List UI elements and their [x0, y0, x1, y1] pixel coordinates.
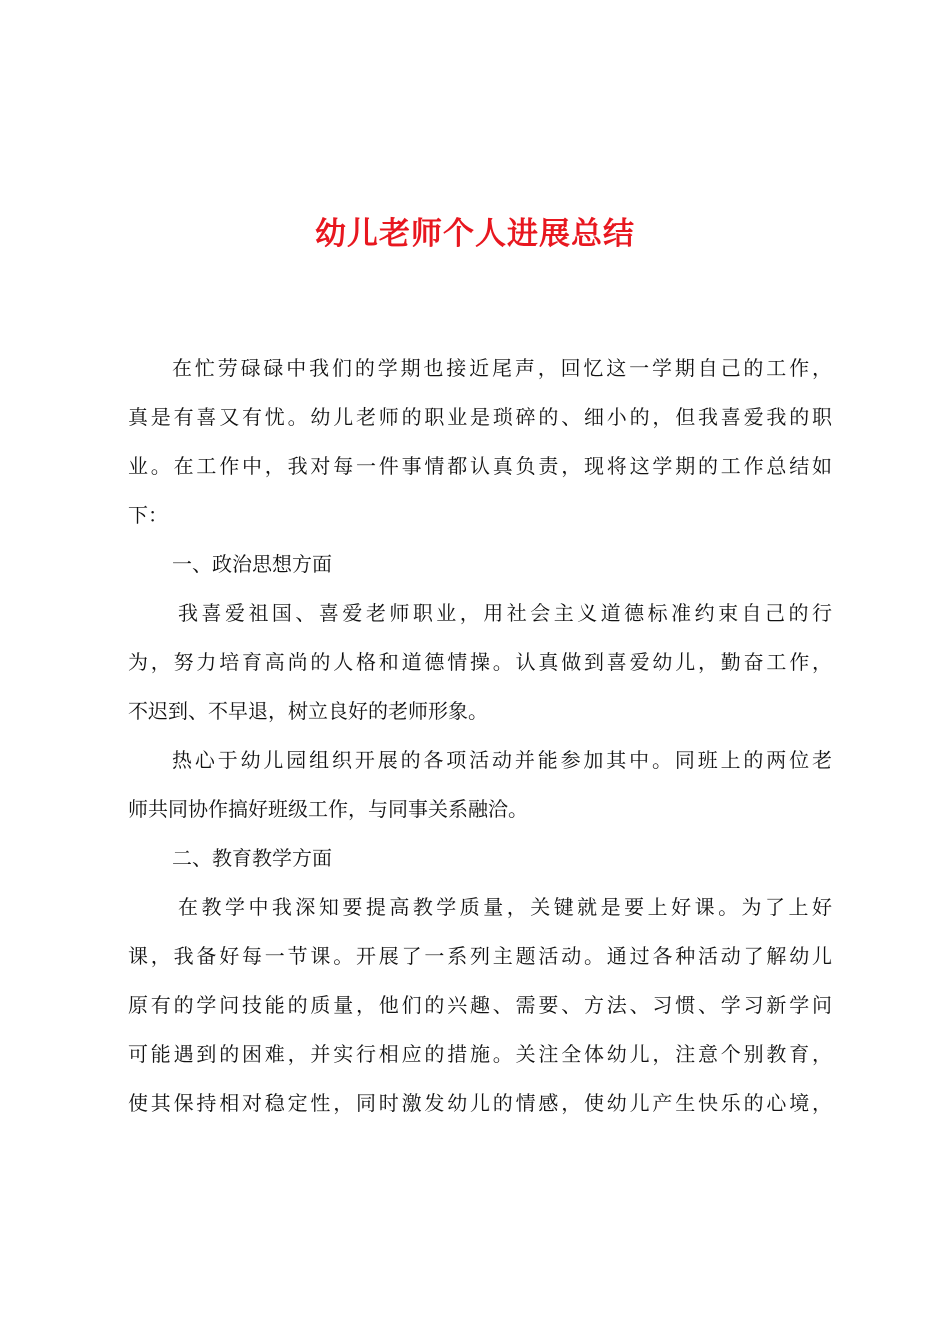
text-line: 不迟到、不早退，树立良好的老师形象。 — [128, 699, 488, 723]
paragraph-activities — [128, 736, 832, 834]
paragraph-politics — [128, 589, 832, 736]
text-line: 在忙劳碌碌中我们的学期也接近尾声，回忆这一学期自己的工作， — [172, 356, 832, 380]
paragraph-intro — [128, 344, 832, 540]
section-heading: 二、教育教学方面 — [172, 846, 332, 870]
text-line: 真是有喜又有忧。幼儿老师的职业是琐碎的、细小的，但我喜爱我的职 — [128, 405, 832, 429]
text-line: 课，我备好每一节课。开展了一系列主题活动。通过各种活动了解幼儿 — [128, 944, 832, 968]
text-line: 可能遇到的困难，并实行相应的措施。关注全体幼儿，注意个别教育， — [128, 1042, 832, 1066]
section-heading-teaching — [128, 834, 832, 883]
text-line: 业。在工作中，我对每一件事情都认真负责，现将这学期的工作总结如 — [128, 454, 832, 478]
text-line: 热心于幼儿园组织开展的各项活动并能参加其中。同班上的两位老 — [172, 748, 832, 772]
section-heading: 一、政治思想方面 — [172, 552, 332, 576]
text-line: 师共同协作搞好班级工作，与同事关系融洽。 — [128, 797, 528, 821]
text-line: 原有的学问技能的质量，他们的兴趣、需要、方法、习惯、学习新学问 — [128, 993, 832, 1017]
section-heading-politics — [128, 540, 832, 589]
text-line: 下： — [128, 503, 168, 527]
text-line: 在教学中我深知要提高教学质量，关键就是要上好课。为了上好 — [178, 895, 832, 919]
text-line: 使其保持相对稳定性，同时激发幼儿的情感，使幼儿产生快乐的心境， — [128, 1091, 832, 1115]
document-title: 幼儿老师个人进展总结 — [315, 216, 635, 252]
document-body — [128, 344, 832, 1128]
text-line: 我喜爱祖国、喜爱老师职业，用社会主义道德标准约束自己的行 — [178, 601, 832, 625]
text-line: 为，努力培育高尚的人格和道德情操。认真做到喜爱幼儿，勤奋工作， — [128, 650, 832, 674]
paragraph-teaching — [128, 883, 832, 1128]
